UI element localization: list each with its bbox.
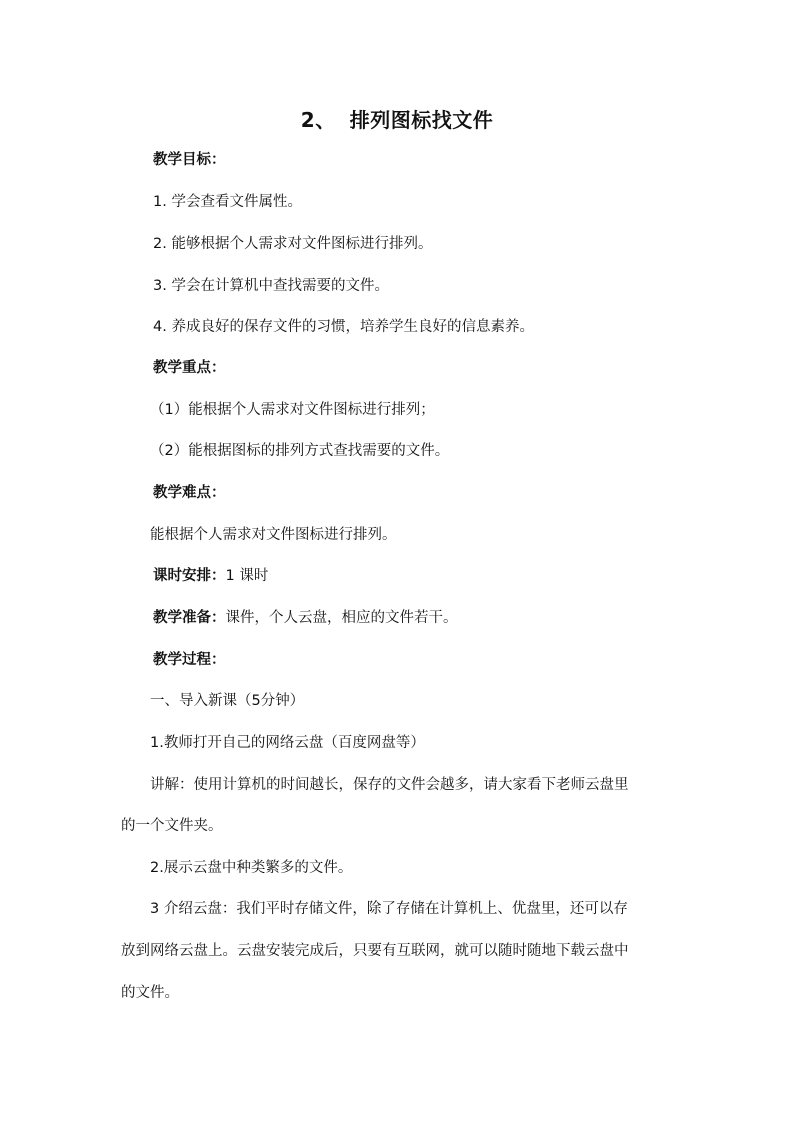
- schedule-label: 课时安排：: [153, 568, 226, 584]
- step-1: 1.教师打开自己的网络云盘（百度网盘等）: [150, 735, 425, 751]
- schedule-value: 1 课时: [225, 568, 269, 584]
- key-points-heading: 教学重点：: [153, 360, 226, 376]
- preparation-value: 课件，个人云盘，相应的文件若干。: [225, 610, 458, 626]
- title-number: 2、: [300, 108, 336, 132]
- step-3-line-2: 放到网络云盘上。云盘安装完成后，只要有互联网，就可以随时随地下载云盘中: [121, 943, 629, 959]
- difficulty-text: 能根据个人需求对文件图标进行排列。: [150, 527, 397, 543]
- process-heading: 教学过程：: [153, 652, 226, 668]
- step-3-line-1: 3 介绍云盘：我们平时存储文件，除了存储在计算机上、优盘里，还可以存: [150, 901, 628, 917]
- objective-item-3: 3. 学会在计算机中查找需要的文件。: [153, 278, 389, 294]
- preparation-label: 教学准备：: [153, 610, 226, 626]
- objective-item-4: 4. 养成良好的保存文件的习惯，培养学生良好的信息素养。: [153, 319, 534, 335]
- explain-line-1: 讲解：使用计算机的时间越长，保存的文件会越多，请大家看下老师云盘里: [150, 777, 629, 793]
- title-text: 排列图标找文件: [349, 108, 494, 132]
- objective-item-1: 1. 学会查看文件属性。: [153, 194, 302, 210]
- key-point-item-1: （1）能根据个人需求对文件图标进行排列；: [150, 402, 435, 418]
- schedule-line: [153, 566, 268, 586]
- key-point-item-2: （2）能根据图标的排列方式查找需要的文件。: [150, 443, 450, 459]
- difficulty-heading: 教学难点：: [153, 485, 226, 501]
- step-2: 2.展示云盘中种类繁多的文件。: [150, 860, 353, 876]
- page-title: [0, 104, 794, 133]
- objective-item-2: 2. 能够根据个人需求对文件图标进行排列。: [153, 236, 433, 252]
- explain-line-2: 的一个文件夹。: [121, 818, 223, 834]
- preparation-line: [153, 608, 458, 628]
- objectives-heading: 教学目标：: [153, 152, 226, 168]
- section-intro: 一、导入新课（5分钟）: [150, 693, 305, 709]
- step-3-line-3: 的文件。: [121, 985, 179, 1001]
